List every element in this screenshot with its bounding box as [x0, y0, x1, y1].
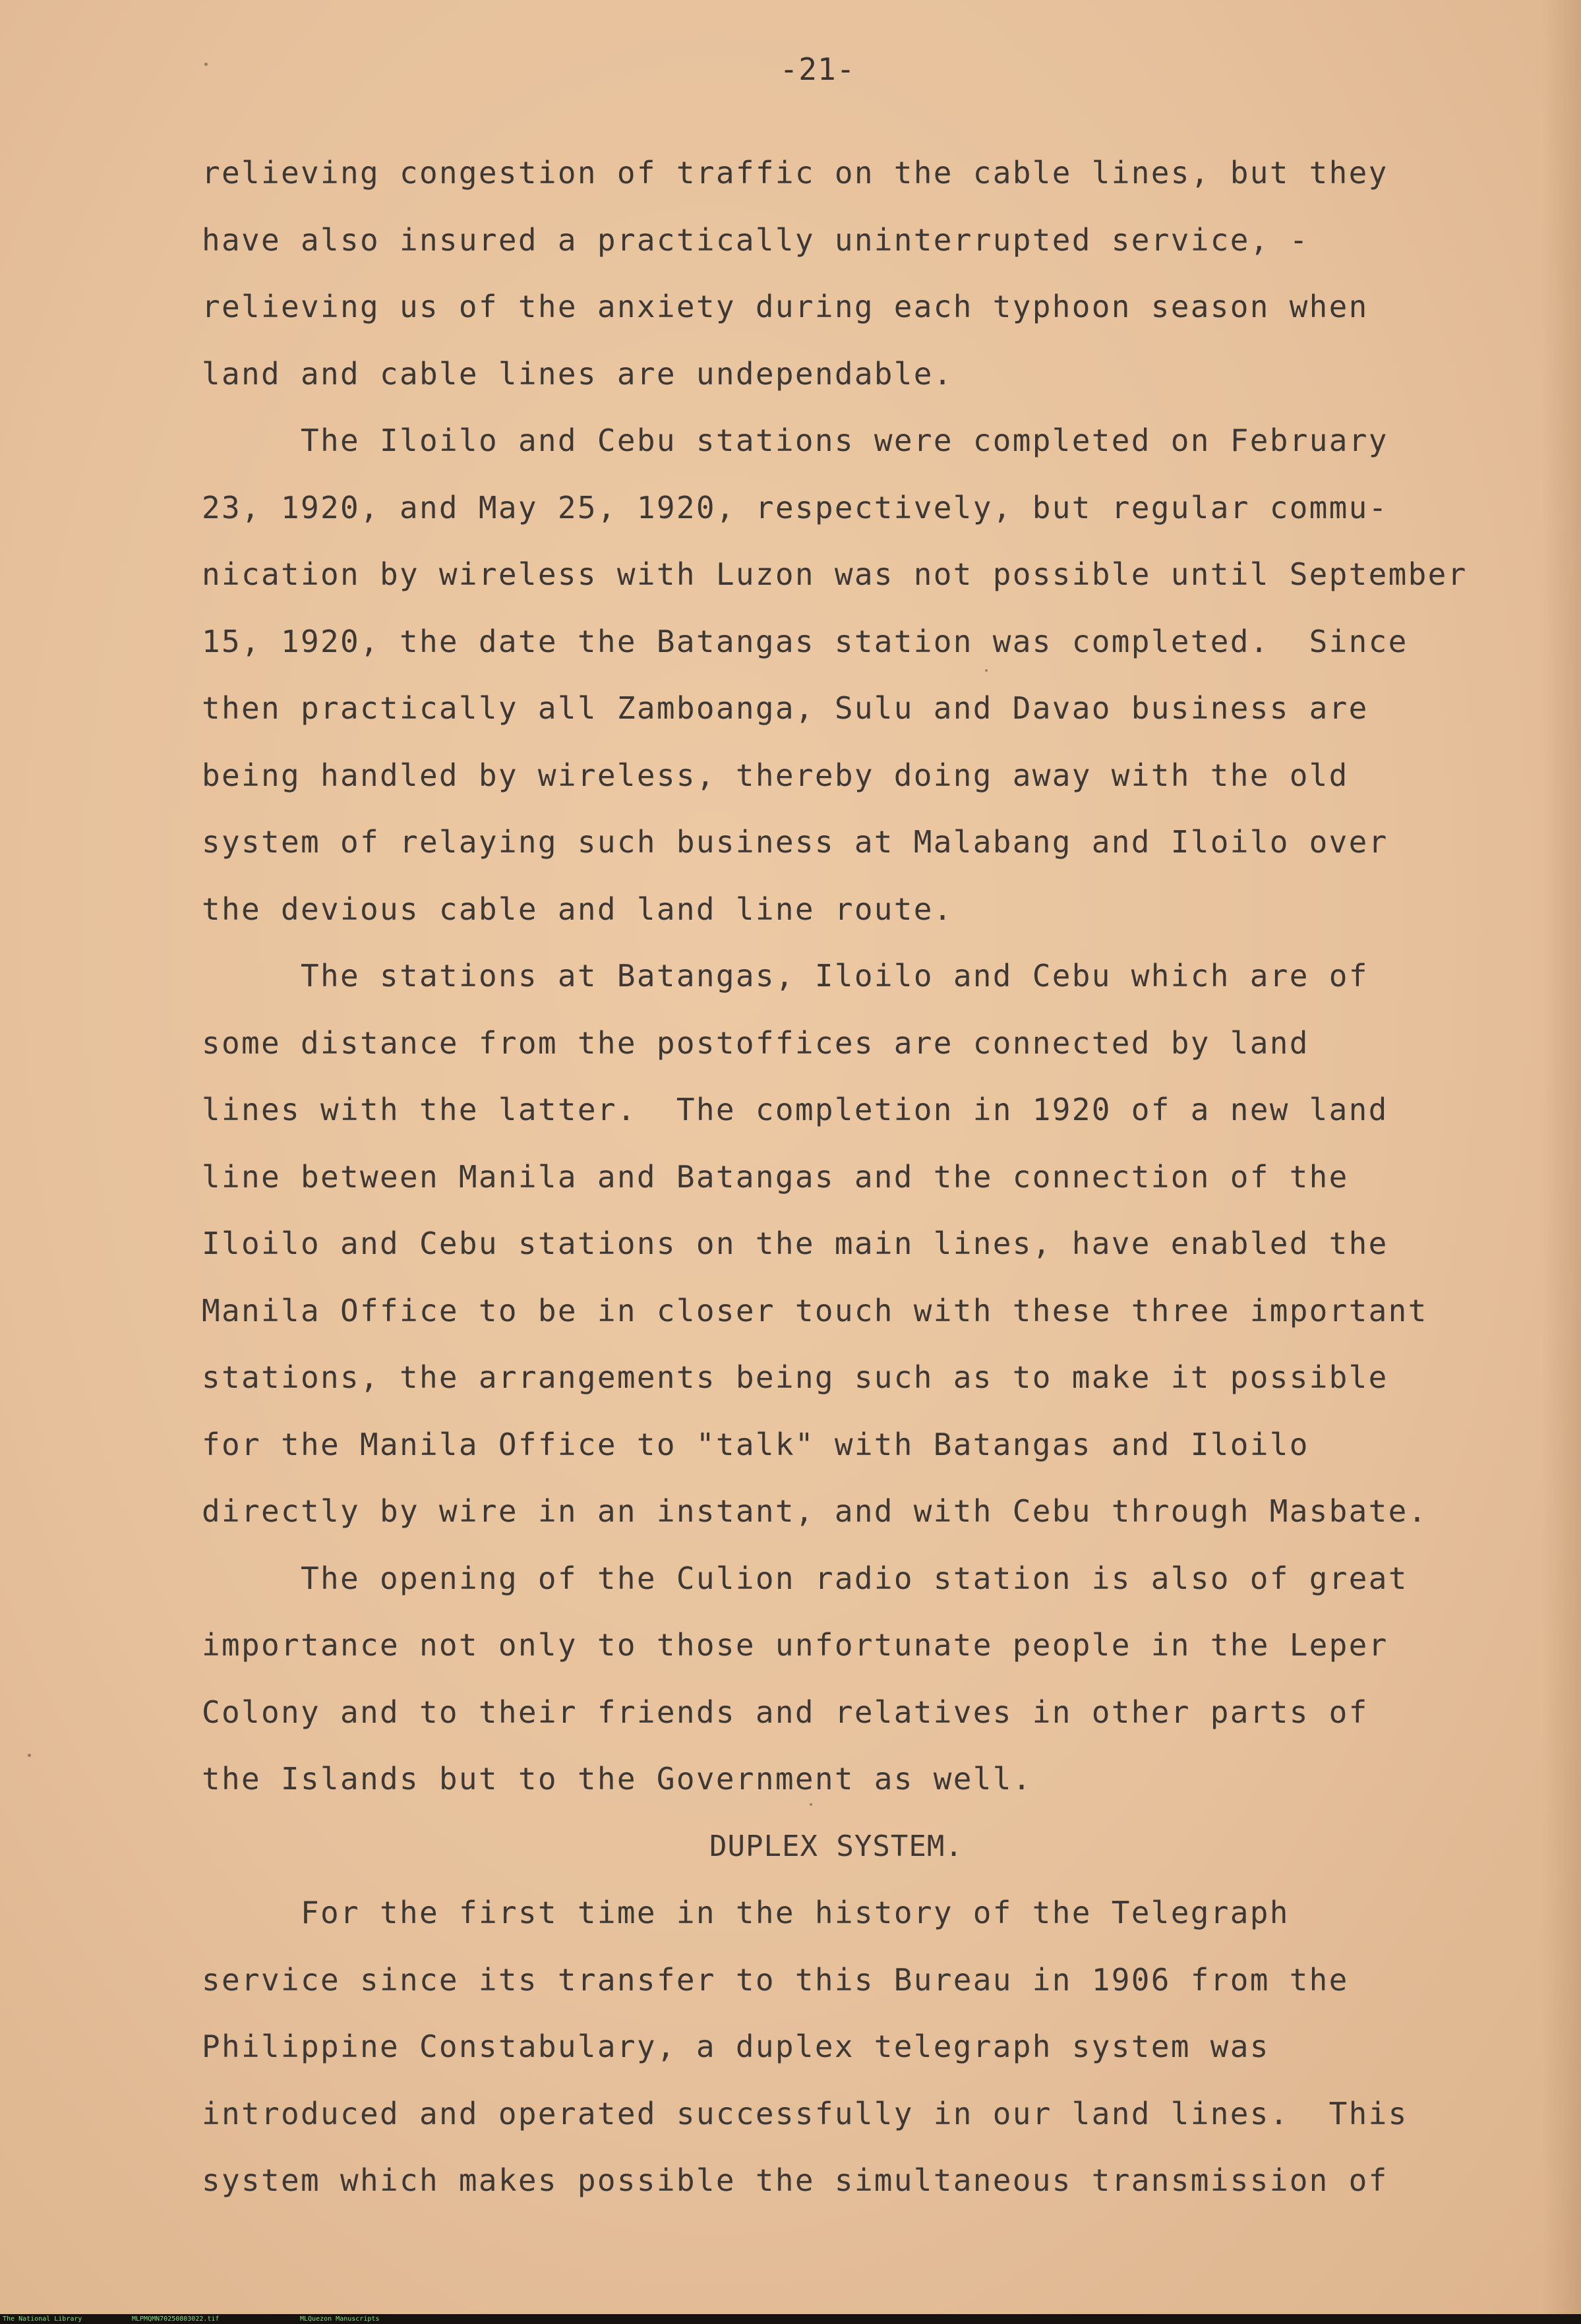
text-line: importance not only to those unfortunate people in the Leper	[202, 1627, 1388, 1663]
paper-speck	[28, 1754, 31, 1757]
text-line: The opening of the Culion radio station is also of great	[301, 1560, 1408, 1596]
text-line: directly by wire in an instant, and with Cebu through Masbate.	[202, 1493, 1428, 1529]
text-line: system which makes possible the simultaneous transmission of	[202, 2162, 1388, 2198]
text-line: stations, the arrangements being such as to make it possible	[202, 1359, 1388, 1395]
text-line: then practically all Zamboanga, Sulu and Davao business are	[202, 690, 1369, 726]
text-line: land and cable lines are undependable.	[202, 355, 953, 392]
text-line: being handled by wireless, thereby doing away with the old	[202, 757, 1349, 793]
text-line: introduced and operated successfully in our land lines. This	[202, 2095, 1408, 2131]
text-line: Philippine Constabulary, a duplex telegraph system was	[202, 2029, 1270, 2064]
text-line: for the Manila Office to "talk" with Batangas and Iloilo	[202, 1426, 1309, 1462]
scan-footer-strip	[0, 2314, 1581, 2324]
text-line: system of relaying such business at Malabang and Iloilo over	[202, 824, 1388, 860]
text-line: 15, 1920, the date the Batangas station was completed. Since	[202, 623, 1408, 659]
footer-file-id: MLPMQMN70250803022.tif	[132, 2315, 220, 2323]
page-edge-shade	[1541, 0, 1581, 2314]
text-line: the Islands but to the Government as well.	[202, 1761, 1032, 1797]
text-line: Colony and to their friends and relatives in other parts of	[202, 1694, 1369, 1730]
text-line: relieving us of the anxiety during each typhoon season when	[202, 289, 1369, 324]
paper-speck	[204, 63, 208, 66]
text-line: line between Manila and Batangas and the connection of the	[202, 1158, 1349, 1195]
page-number: -21-	[779, 51, 856, 87]
text-line: the devious cable and land line route.	[202, 891, 953, 927]
text-line: service since its transfer to this Bureau in 1906 from the	[202, 1961, 1349, 1998]
text-line: The stations at Batangas, Iloilo and Cebu which are of	[301, 958, 1369, 994]
text-line: some distance from the postoffices are connected by land	[202, 1025, 1309, 1061]
text-line: For the first time in the history of the Telegraph	[301, 1895, 1290, 1930]
section-heading: DUPLEX SYSTEM.	[709, 1829, 963, 1863]
text-line: Manila Office to be in closer touch with these three important	[202, 1292, 1428, 1328]
text-line: nication by wireless with Luzon was not possible until September	[202, 556, 1468, 592]
text-line: lines with the latter. The completion in 1920 of a new land	[202, 1092, 1388, 1127]
text-line: have also insured a practically uninterrupted service, -	[202, 222, 1309, 258]
text-line: 23, 1920, and May 25, 1920, respectively, but regular commu-	[202, 489, 1388, 525]
footer-collection-label: MLQuezon Manuscripts	[300, 2315, 380, 2323]
text-line: The Iloilo and Cebu stations were completed on February	[301, 423, 1388, 458]
text-line: relieving congestion of traffic on the cable lines, but they	[202, 155, 1388, 191]
typewritten-text-body	[202, 140, 1494, 2215]
footer-library-label: The National Library	[3, 2315, 82, 2323]
text-line: Iloilo and Cebu stations on the main lines, have enabled the	[202, 1226, 1388, 1261]
